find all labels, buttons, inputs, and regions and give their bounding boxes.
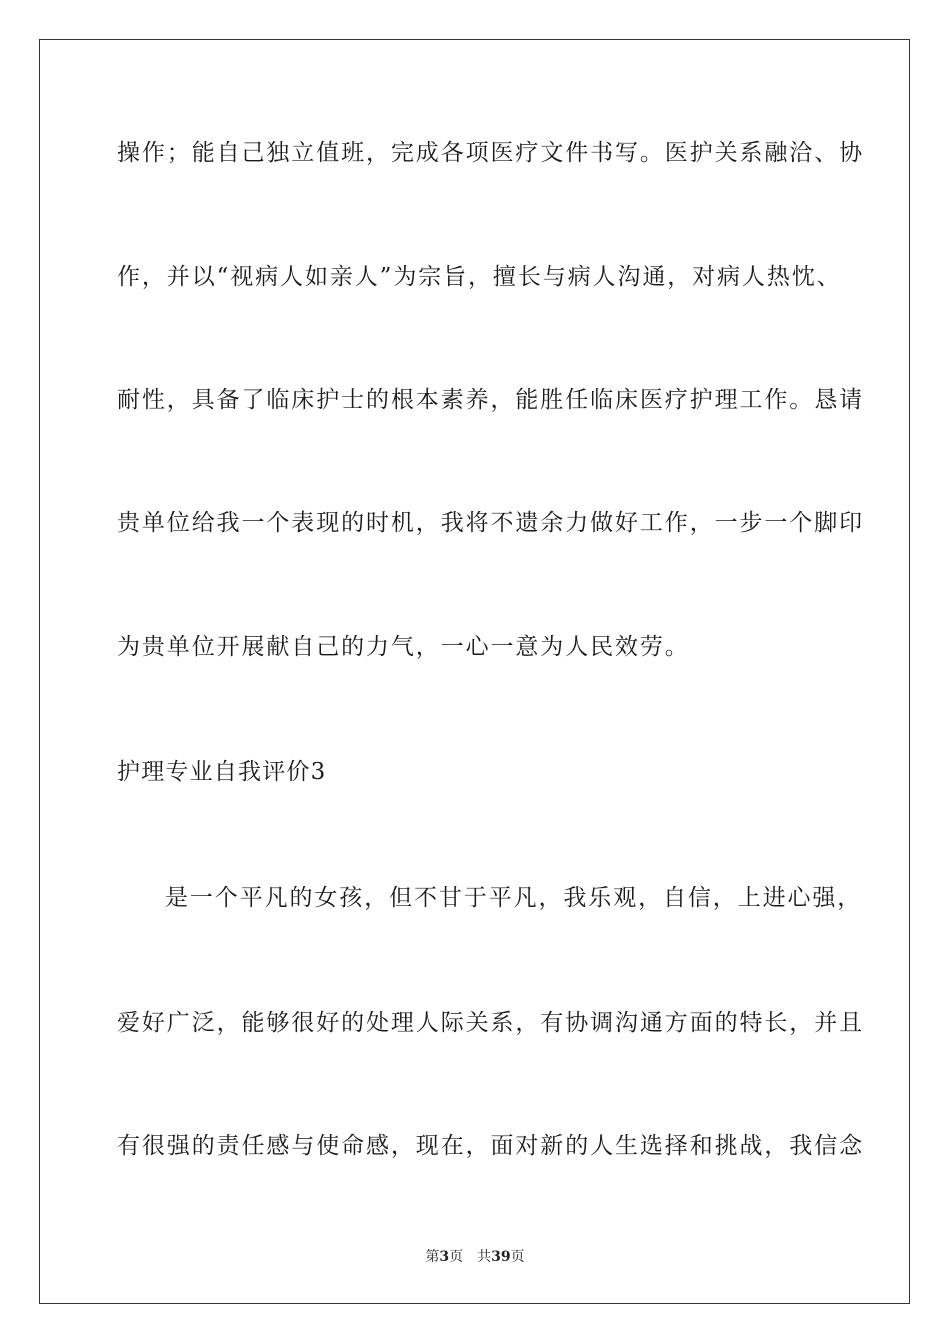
- page-footer: [0, 1247, 950, 1267]
- page-prefix: 第: [425, 1249, 440, 1265]
- paragraph-line-1: 操作；能自己独立值班，完成各项医疗文件书写。医护关系融洽、协: [117, 140, 864, 166]
- paragraph-line-3: 耐性，具备了临床护士的根本素养，能胜任临床医疗护理工作。恳请: [117, 387, 864, 413]
- paragraph-line-5: 为贵单位开展献自己的力气，一心一意为人民效劳。: [117, 634, 690, 660]
- paragraph-line-4: 贵单位给我一个表现的时机，我将不遗余力做好工作，一步一个脚印: [117, 510, 864, 536]
- section-line-1: 是一个平凡的女孩，但不甘于平凡，我乐观，自信，上进心强，: [165, 885, 863, 911]
- page-frame: [39, 39, 910, 1304]
- page-current: 3: [439, 1249, 450, 1265]
- section-line-2: 爱好广泛，能够很好的处理人际关系，有协调沟通方面的特长，并且: [117, 1010, 864, 1036]
- total-suffix: 页: [510, 1249, 525, 1265]
- section-heading: 护理专业自我评价3: [117, 759, 327, 785]
- total-prefix: 共: [477, 1249, 492, 1265]
- section-line-3: 有很强的责任感与使命感，现在，面对新的人生选择和挑战，我信念: [117, 1133, 864, 1159]
- page-suffix: 页: [449, 1249, 464, 1265]
- paragraph-line-2: 作，并以“视病人如亲人”为宗旨，擅长与病人沟通，对病人热忱、: [117, 264, 842, 290]
- page-total: 39: [491, 1249, 511, 1265]
